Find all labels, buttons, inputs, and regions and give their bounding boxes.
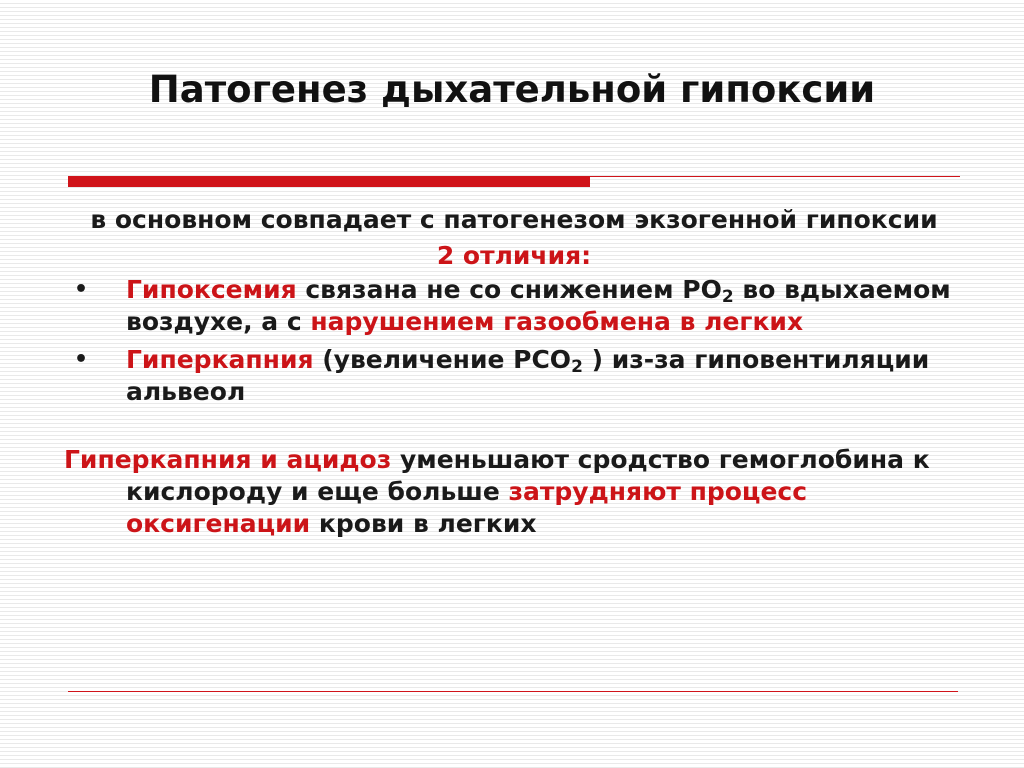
bullet-text: связана не со снижением РО [296,275,722,304]
term-hypoxemia: Гипоксемия [126,275,297,304]
differences-heading: 2 отличия: [436,241,592,270]
highlight-gas-exchange: нарушением газообмена в легких [310,307,804,336]
conclusion-text: крови в легких [310,509,537,538]
conclusion-term: Гиперкапния и ацидоз [64,445,392,474]
slide-content [64,204,964,540]
intro-text: в основном совпадает с патогенезом экзогенной гипоксии [90,205,938,234]
subscript: 2 [571,357,583,377]
bullet-icon: • [74,347,89,372]
list-item [64,344,964,408]
conclusion-highlight: затрудняют процесс оксигенации [126,477,808,538]
bullet-text: во вдыхаемом воздухе, а с [126,275,951,336]
bullet-text: ) из-за гиповентиляции альвеол [126,345,930,406]
conclusion-paragraph [64,444,964,540]
title-divider-thin [590,176,960,177]
bottom-divider [68,691,958,692]
title-divider-thick [68,176,590,187]
conclusion-text: уменьшают сродство гемоглобина к кислороду и еще больше [126,445,930,506]
subscript: 2 [721,287,734,307]
term-hypercapnia: Гиперкапния [126,345,314,374]
differences-list [64,274,964,408]
bullet-text: (увеличение РСО [313,345,572,374]
slide-title: Патогенез дыхательной гипоксии [148,68,876,111]
bullet-icon: • [74,277,89,302]
list-item [64,274,964,338]
